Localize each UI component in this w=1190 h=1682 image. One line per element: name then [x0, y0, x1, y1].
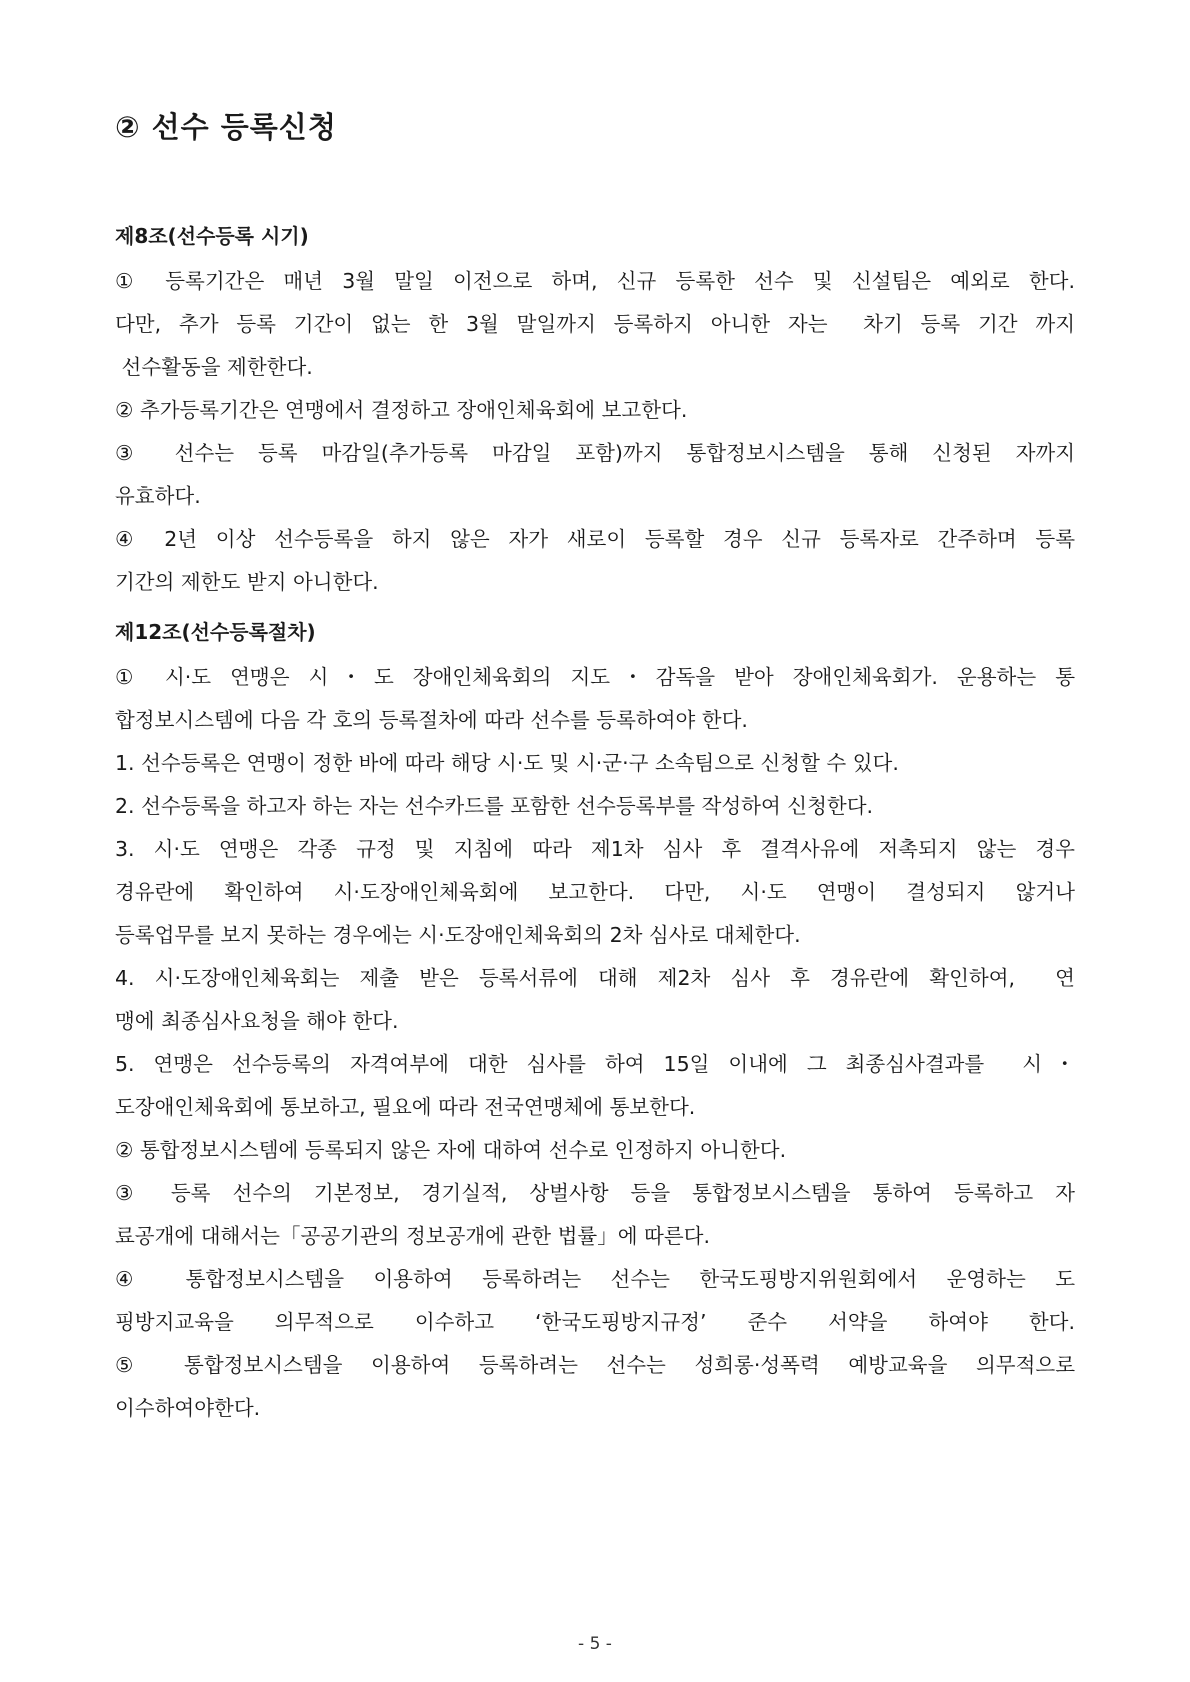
article-text-line: 맹에 최종심사요청을 해야 한다. [115, 1009, 399, 1033]
section-title: ② 선수 등록신청 [115, 110, 337, 144]
article-text-line: 2. 선수등록을 하고자 하는 자는 선수카드를 포함한 선수등록부를 작성하여 신청한다. [115, 794, 874, 818]
article-text-line: 다만, 추가 등록 기간이 없는 한 3월 말일까지 등록하지 아니한 자는 차기 등록 기간 까지 [115, 312, 1075, 336]
article-text-line: 5. 연맹은 선수등록의 자격여부에 대한 심사를 하여 15일 이내에 그 최종심사결과를 시・ [115, 1052, 1075, 1076]
article-text-line: 등록업무를 보지 못하는 경우에는 시·도장애인체육회의 2차 심사로 대체한다. [115, 923, 801, 947]
article-text-line: 도장애인체육회에 통보하고, 필요에 따라 전국연맹체에 통보한다. [115, 1095, 696, 1119]
article-text-line: 3. 시·도 연맹은 각종 규정 및 지침에 따라 제1차 심사 후 결격사유에 저촉되지 않는 경우 [115, 837, 1075, 861]
article-8 [115, 212, 1075, 604]
article-text-line: ③ 선수는 등록 마감일(추가등록 마감일 포함)까지 통합정보시스템을 통해 신청된 자까지 [115, 441, 1075, 465]
article-heading: 제8조(선수등록 시기) [115, 224, 309, 248]
article-text-line: ④ 2년 이상 선수등록을 하지 않은 자가 새로이 등록할 경우 신규 등록자로 간주하며 등록 [115, 527, 1075, 551]
article-text-line: 경유란에 확인하여 시·도장애인체육회에 보고한다. 다만, 시·도 연맹이 결성되지 않거나 [115, 880, 1075, 904]
article-text-line: 료공개에 대해서는「공공기관의 정보공개에 관한 법률」에 따른다. [115, 1224, 710, 1248]
article-text-line: 유효하다. [115, 484, 201, 508]
article-text-line: 기간의 제한도 받지 아니한다. [115, 570, 379, 594]
article-text-line: ② 추가등록기간은 연맹에서 결정하고 장애인체육회에 보고한다. [115, 398, 688, 422]
page-number: - 5 - [578, 1634, 612, 1654]
article-text-line: ① 시·도 연맹은 시・도 장애인체육회의 지도・감독을 받아 장애인체육회가. 운용하는 통 [115, 665, 1075, 689]
article-text-line: ② 통합정보시스템에 등록되지 않은 자에 대하여 선수로 인정하지 아니한다. [115, 1138, 787, 1162]
article-text-line: 이수하여야한다. [115, 1396, 261, 1420]
article-text-line: 합정보시스템에 다음 각 호의 등록절차에 따라 선수를 등록하여야 한다. [115, 708, 748, 732]
article-12 [115, 608, 1075, 1430]
article-text-line: ⑤ 통합정보시스템을 이용하여 등록하려는 선수는 성희롱·성폭력 예방교육을 의무적으로 [115, 1353, 1075, 1377]
article-text-line: ④ 통합정보시스템을 이용하여 등록하려는 선수는 한국도핑방지위원회에서 운영하는 도 [115, 1267, 1075, 1291]
article-text-line: 선수활동을 제한한다. [115, 355, 313, 379]
article-heading: 제12조(선수등록절차) [115, 620, 316, 644]
article-text-line: 1. 선수등록은 연맹이 정한 바에 따라 해당 시·도 및 시·군·구 소속팀으로 신청할 수 있다. [115, 751, 899, 775]
article-text-line: ① 등록기간은 매년 3월 말일 이전으로 하며, 신규 등록한 선수 및 신설팀은 예외로 한다. [115, 269, 1075, 293]
article-text-line: ③ 등록 선수의 기본정보, 경기실적, 상벌사항 등을 통합정보시스템을 통하여 등록하고 자 [115, 1181, 1075, 1205]
article-text-line: 4. 시·도장애인체육회는 제출 받은 등록서류에 대해 제2차 심사 후 경유란에 확인하여, 연 [115, 966, 1075, 990]
article-text-line: 핑방지교육을 의무적으로 이수하고 ‘한국도핑방지규정’ 준수 서약을 하여야 한다. [115, 1310, 1075, 1334]
